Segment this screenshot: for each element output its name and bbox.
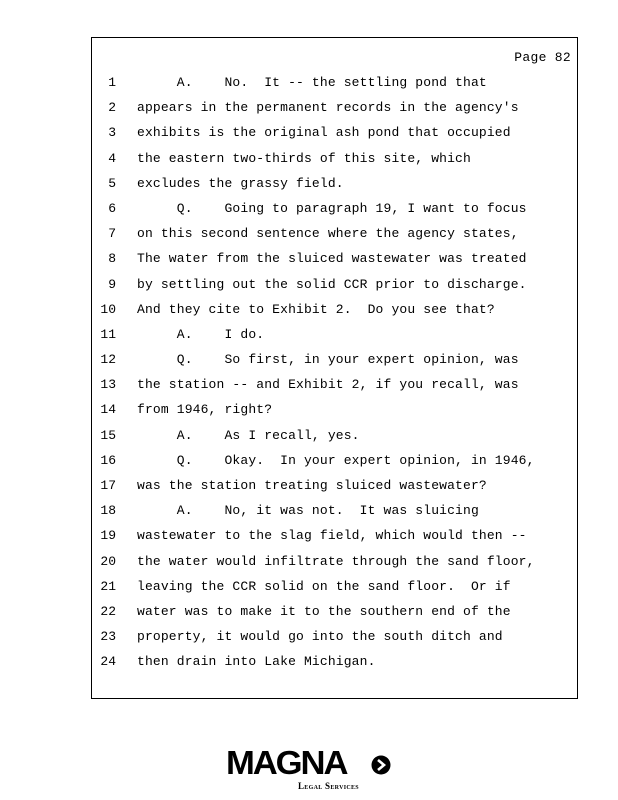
- line-number: 15: [100, 427, 116, 443]
- transcript-line: [92, 649, 577, 674]
- line-number: 10: [100, 301, 116, 317]
- line-number: 7: [108, 226, 116, 242]
- transcript-page: [91, 37, 578, 699]
- line-text: from 1946, right?: [137, 402, 273, 418]
- transcript-line: [92, 372, 577, 397]
- line-number: 8: [108, 251, 116, 267]
- transcript-line: [92, 423, 577, 448]
- magna-logo: [226, 745, 396, 793]
- transcript-line: [92, 171, 577, 196]
- line-text: property, it would go into the south ditch and: [137, 629, 503, 645]
- line-number: 20: [100, 553, 116, 569]
- line-number: 13: [100, 377, 116, 393]
- line-number: 6: [108, 200, 116, 216]
- line-number: 16: [100, 452, 116, 468]
- transcript-line: [92, 272, 577, 297]
- line-number: 1: [108, 75, 116, 90]
- line-number: 24: [100, 654, 116, 670]
- line-number: 19: [100, 528, 116, 544]
- logo-wordmark: MAGNA: [226, 744, 347, 781]
- line-number: 21: [100, 578, 116, 594]
- page-number: Page 82: [514, 50, 571, 65]
- line-number: 17: [100, 478, 116, 493]
- line-text: A. No. It -- the settling pond that: [137, 75, 487, 90]
- line-text: Q. Going to paragraph 19, I want to focus: [137, 200, 527, 216]
- transcript-line: [92, 246, 577, 271]
- line-text: the eastern two-thirds of this site, which: [137, 150, 471, 166]
- transcript-line: [92, 322, 577, 347]
- transcript-line: [92, 221, 577, 246]
- line-text: And they cite to Exhibit 2. Do you see that?: [137, 301, 495, 317]
- transcript-line: [92, 549, 577, 574]
- line-number: 5: [108, 175, 116, 191]
- transcript-line: [92, 523, 577, 548]
- chevron-right-circle-icon: [371, 755, 391, 775]
- transcript-line: [92, 196, 577, 221]
- line-text: water was to make it to the southern end of the: [137, 603, 511, 619]
- line-text: Q. So first, in your expert opinion, was: [137, 352, 519, 368]
- line-text: excludes the grassy field.: [137, 175, 344, 191]
- transcript-line: [92, 297, 577, 322]
- line-text: Q. Okay. In your expert opinion, in 1946,: [137, 452, 535, 468]
- transcript-line: [92, 397, 577, 422]
- line-text: wastewater to the slag field, which would then --: [137, 528, 527, 544]
- transcript-line: [92, 95, 577, 120]
- transcript-line: [92, 146, 577, 171]
- line-text: A. No, it was not. It was sluicing: [137, 503, 479, 519]
- transcript-line: [92, 498, 577, 523]
- line-number: 4: [108, 150, 116, 166]
- line-number: 12: [100, 352, 116, 368]
- line-text: appears in the permanent records in the agency's: [137, 100, 519, 116]
- line-number: 2: [108, 100, 116, 116]
- line-number: 23: [100, 629, 116, 645]
- line-text: the water would infiltrate through the sand floor,: [137, 553, 535, 569]
- transcript-line: [92, 120, 577, 145]
- line-text: exhibits is the original ash pond that occupied: [137, 125, 511, 141]
- line-text: on this second sentence where the agency states,: [137, 226, 519, 242]
- line-text: A. As I recall, yes.: [137, 427, 360, 443]
- transcript-lines: [92, 70, 577, 675]
- transcript-line: [92, 347, 577, 372]
- transcript-line: [92, 448, 577, 473]
- transcript-line: [92, 574, 577, 599]
- line-number: 14: [100, 402, 116, 418]
- line-text: leaving the CCR solid on the sand floor. Or if: [137, 578, 511, 594]
- line-text: was the station treating sluiced wastewater?: [137, 478, 487, 493]
- line-text: A. I do.: [137, 326, 265, 342]
- line-text: The water from the sluiced wastewater was treated: [137, 251, 527, 267]
- transcript-line: [92, 599, 577, 624]
- line-text: the station -- and Exhibit 2, if you recall, was: [137, 377, 519, 393]
- transcript-line: [92, 624, 577, 649]
- line-number: 22: [100, 603, 116, 619]
- line-number: 9: [108, 276, 116, 292]
- line-text: then drain into Lake Michigan.: [137, 654, 376, 670]
- logo-subtitle: Legal Services: [298, 781, 359, 791]
- line-text: by settling out the solid CCR prior to discharge.: [137, 276, 527, 292]
- transcript-line: [92, 473, 577, 498]
- line-number: 11: [100, 326, 116, 342]
- transcript-line: [92, 70, 577, 95]
- line-number: 18: [100, 503, 116, 519]
- line-number: 3: [108, 125, 116, 141]
